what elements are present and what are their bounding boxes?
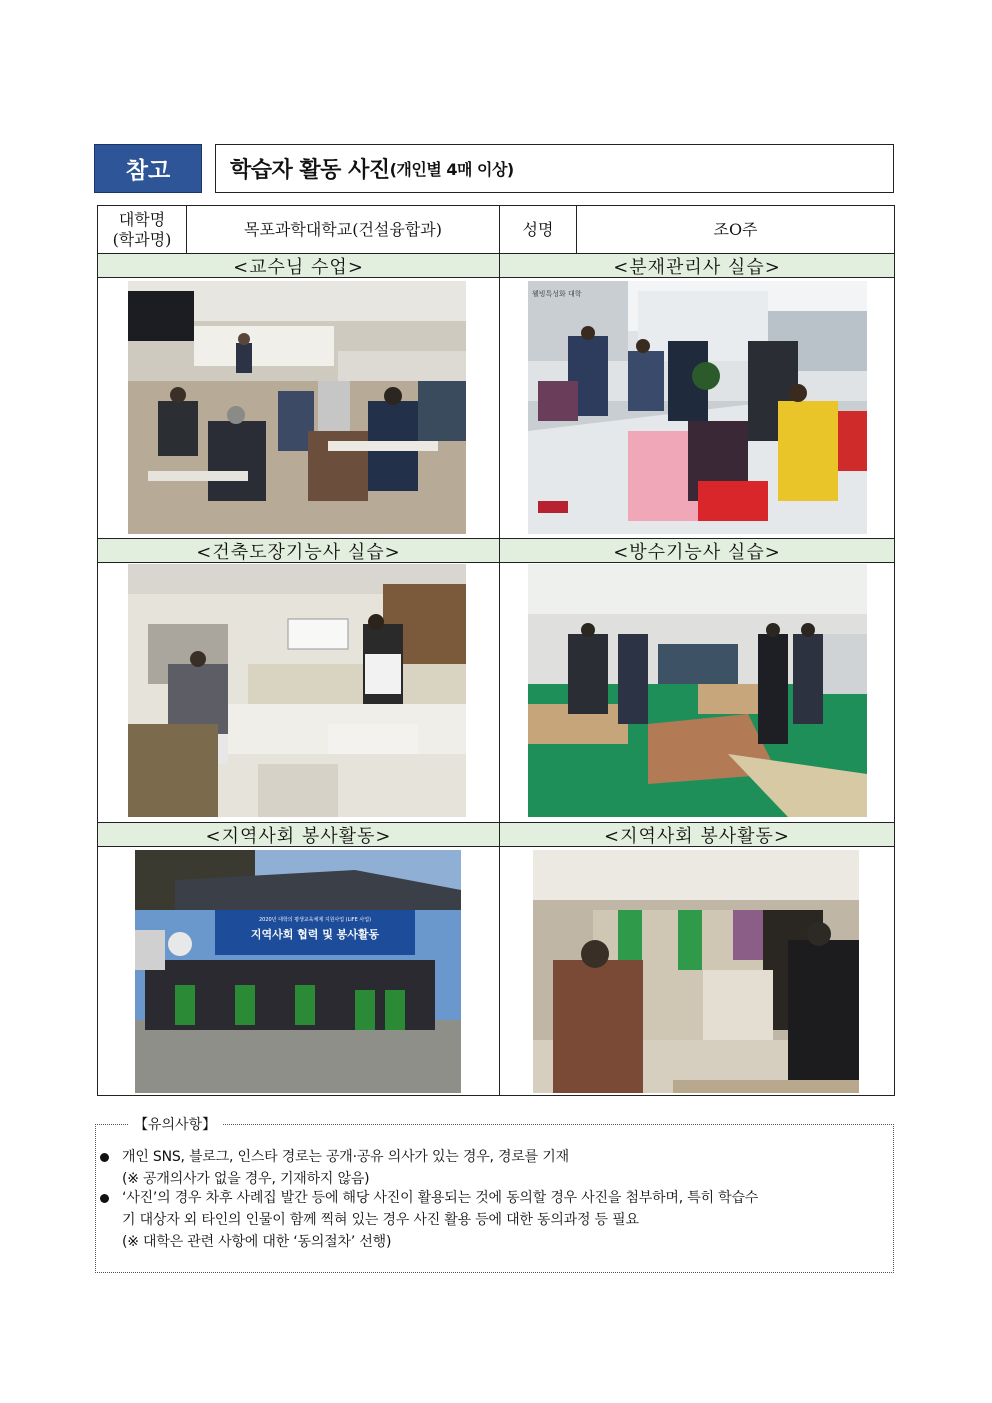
university-label	[98, 206, 186, 253]
photo-caption: <분재관리사 실습>	[500, 254, 894, 277]
university-label-line2: (학과명)	[112, 229, 172, 249]
note-line: ‘사진’의 경우 차후 사례집 발간 등에 해당 사진이 활용되는 것에 동의할 경우 사진을 첨부하며, 특히 학습수	[122, 1190, 759, 1206]
name-value: 조O주	[713, 219, 758, 239]
photo-caption: <지역사회 봉사활동>	[500, 823, 894, 846]
reference-badge: 참고	[94, 144, 202, 193]
photo-professor-lecture	[128, 281, 466, 534]
note-line: (※ 대학은 관련 사항에 대한 ‘동의절차’ 선행)	[122, 1234, 392, 1250]
photo-caption: <건축도장기능사 실습>	[98, 539, 499, 562]
photo-caption: <방수기능사 실습>	[500, 539, 894, 562]
notes-box	[95, 1124, 894, 1273]
photo-caption: <지역사회 봉사활동>	[98, 823, 499, 846]
photo-bonsai-practice	[528, 281, 867, 534]
bullet-icon	[100, 1153, 109, 1162]
bullet-icon	[100, 1194, 109, 1203]
photo-caption: <교수님 수업>	[98, 254, 499, 277]
banner-main-text: 지역사회 협력 및 봉사활동	[250, 928, 380, 941]
banner-top-text: 2020년 대학의 평생교육체제 지원사업 (LiFE 사업)	[258, 917, 372, 923]
photo-community-group	[135, 850, 461, 1093]
page-title	[215, 144, 894, 193]
name-label: 성명	[522, 219, 554, 239]
title-main: 학습자 활동 사진	[230, 158, 390, 183]
title-sub: (개인별 4매 이상)	[389, 160, 514, 179]
photo-painting-practice	[128, 564, 466, 817]
notes-title: 【유의사항】	[128, 1114, 222, 1134]
note-line: 개인 SNS, 블로그, 인스타 경로는 공개·공유 의사가 있는 경우, 경로를 기재	[122, 1149, 569, 1165]
note-line: (※ 공개의사가 없을 경우, 기재하지 않음)	[122, 1171, 370, 1187]
university-value: 목포과학대학교(건설융합과)	[244, 219, 442, 239]
note-line: 기 대상자 외 타인의 인물이 함께 찍혀 있는 경우 사진 활용 등에 대한 동의과정 등 필요	[122, 1212, 639, 1228]
photo-sign-text: 웰빙특성화 대학	[532, 290, 582, 298]
photo-waterproofing-practice	[528, 564, 867, 817]
photo-community-work	[533, 850, 859, 1093]
university-label-line1: 대학명	[118, 209, 166, 229]
